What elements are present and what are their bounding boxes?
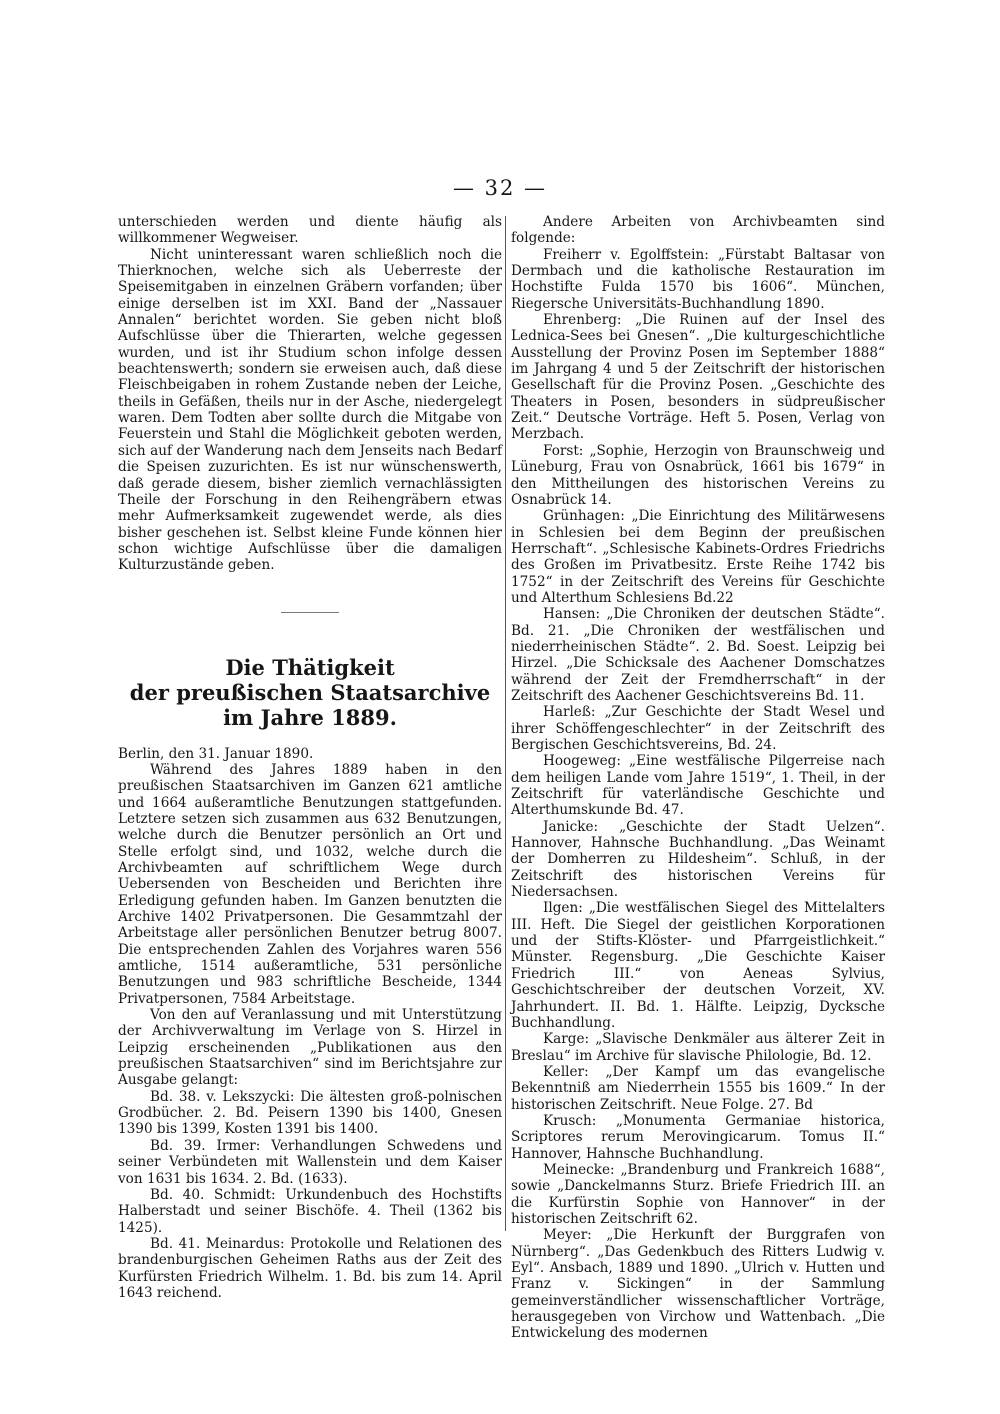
volume-39-entry: Bd. 39. Irmer: Verhandlungen Schwedens und seiner Verbündeten mit Wallenstein und dem Kaiser von 1631 bis 1634. 2. Bd. (1633). xyxy=(118,1137,502,1187)
entry-egloffstein: Freiherr v. Egolffstein: „Fürstabt Baltasar von Dermbach und die katholische Restauration im Hochstifte Fulda 1570 bis 1606“. München, Riegersche Universitäts-Buchhandlung 1890. xyxy=(511,246,885,312)
entry-meyer: Meyer: „Die Herkunft der Burggrafen von Nürnberg“. „Das Gedenkbuch des Ritters Ludwig v. Eyl“. Ansbach, 1889 und 1890. „Ulrich v. Hutten und Franz v. Sickingen“ in der Sammlung gemeinverständlicher wissenschaftlicher Vorträge, herausgegeben von Virchow und Wattenbach. „Die Entwickelung des modernen xyxy=(511,1227,885,1342)
entry-janicke: Janicke: „Geschichte der Stadt Uelzen“. Hannover, Hahnsche Buchhandlung. „Das Weinamt der Domherren zu Hildesheim“. Schluß, in der Zeitschrift des historischen Vereins für Niedersachsen. xyxy=(511,818,885,901)
volume-38-entry: Bd. 38. v. Lekszycki: Die ältesten groß-polnischen Grodbücher. 2. Bd. Peisern 1390 bis 1400, Gnesen 1390 bis 1399, Kosten 1391 bis 1400. xyxy=(118,1088,502,1138)
article-heading xyxy=(118,655,502,730)
heading-line-3: im Jahre 1889. xyxy=(223,704,397,730)
heading-line-2: der preußischen Staatsarchive xyxy=(129,679,491,705)
entry-harless: Harleß: „Zur Geschichte der Stadt Wesel und ihrer Schöffengeschlechter“ in der Zeitschrift des Bergischen Geschichtsvereins, Bd. 24. xyxy=(511,704,885,753)
page-number: — 32 — xyxy=(452,176,548,200)
entry-keller: Keller: „Der Kampf um das evangelische Bekenntniß am Niederrhein 1555 bis 1609.“ In der historischen Zeitschrift. Neue Folge. 27. Bd xyxy=(511,1063,885,1113)
section-divider xyxy=(281,612,339,613)
volume-41-entry: Bd. 41. Meinardus: Protokolle und Relationen des brandenburgischen Geheimen Raths aus der Zeit des Kurfürsten Friedrich Wilhelm. 1. Bd. bis zum 14. April 1643 reichend. xyxy=(118,1235,502,1301)
paragraph-wegweiser: unterschieden werden und diente häufig als willkommener Wegweiser. xyxy=(118,214,502,247)
column-rule xyxy=(505,216,506,1231)
paragraph-andere-arbeiten: Andere Arbeiten von Archivbeamten sind folgende: xyxy=(511,214,885,247)
entry-krusch: Krusch: „Monumenta Germaniae historica, Scriptores rerum Merovingicarum. Tomus II.“ Hannover, Hahnsche Buchhandlung. xyxy=(511,1112,885,1162)
entry-hoogeweg: Hoogeweg: „Eine westfälische Pilgerreise nach dem heiligen Lande vom Jahre 1519“, 1. Theil, in der Zeitschrift für vaterländische Geschichte und Alterthumskunde Bd. 47. xyxy=(511,753,885,819)
entry-forst: Forst: „Sophie, Herzogin von Braunschweig und Lüneburg, Frau von Osnabrück, 1661 bis 1679“ in den Mittheilungen des historischen Vereins zu Osnabrück 14. xyxy=(511,442,885,508)
paragraph-thierknochen: Nicht uninteressant waren schließlich noch die Thierknochen, welche sich als Ueberreste der Speisemitgaben in einzelnen Gräbern vorfanden; über einige derselben ist im XXI. Band der „Nassauer Annalen“ berichtet worden. Sie geben nicht bloß Aufschlüsse über die Thierarten, welche gegessen wurden, und ist ihr Studium schon infolge dessen beachtenswerth; sondern sie erweisen auch, daß diese Fleischbeigaben in rohem Zustande neben der Leiche, theils in Gefäßen, theils nur in der Asche, niedergelegt waren. Dem Todten aber sollte durch die Mitgabe von Feuerstein und Stahl die Möglichkeit geboten werden, sich auf der Wanderung nach dem Jenseits nach Bedarf die Speisen zuzurichten. Es ist nur wünschenswerth, daß gerade diesem, bisher ziemlich vernachlässigten Theile der Forschung in den Reihengräbern etwas mehr Aufmerksamkeit zugewendet werde, als dies bisher geschehen ist. Selbst kleine Funde können hier schon wichtige Aufschlüsse über die damaligen Kulturzustände geben. xyxy=(118,246,502,574)
entry-meinecke: Meinecke: „Brandenburg und Frankreich 1688“, sowie „Danckelmanns Sturz. Briefe Friedrich III. an die Kurfürstin Sophie von Hannover“ in der historischen Zeitschrift 62. xyxy=(511,1161,885,1227)
entry-hansen: Hansen: „Die Chroniken der deutschen Städte“. Bd. 21. „Die Chroniken der westfälischen und niederrheinischen Städte“. 2. Bd. Soest. Leipzig bei Hirzel. „Die Schicksale des Aachener Domschatzes während der Zeit der Fremdherrschaft“ in der Zeitschrift des Aachener Geschichtsvereins Bd. 11. xyxy=(511,606,885,704)
entry-ilgen: Ilgen: „Die westfälischen Siegel des Mittelalters III. Heft. Die Siegel der geistlichen Korporationen und der Stifts-Klöster- und Pfarrgeistlichkeit.“ Münster. Regensburg. „Die Geschichte Kaiser Friedrich III.“ von Aeneas Sylvius, Geschichtschreiber der deutschen Vorzeit, XV. Jahrhundert. II. Bd. 1. Hälfte. Leipzig, Dycksche Buchhandlung. xyxy=(511,900,885,1031)
paragraph-benutzungen: Während des Jahres 1889 haben in den preußischen Staatsarchiven im Ganzen 621 amtliche und 1664 außeramtliche Benutzungen stattgefunden. Letztere setzen sich zusammen aus 632 Benutzungen, welche durch die Benutzer persönlich an Ort und Stelle erfolgt sind, und 1032, welche durch die Archivbeamten auf schriftlichem Wege durch Uebersenden von Bescheiden und Berichten ihre Erledigung gefunden haben. Im Ganzen benutzten die Archive 1402 Privatpersonen. Die Gesammtzahl der Arbeitstage aller persönlichen Benutzer betrug 8007. Die entsprechenden Zahlen des Vorjahres waren 556 amtliche, 1514 außeramtliche, 531 persönliche Benutzungen und 983 schriftliche Bescheide, 1344 Privatpersonen, 7584 Arbeitstage. xyxy=(118,761,502,1007)
right-column xyxy=(511,214,885,1342)
volume-40-entry: Bd. 40. Schmidt: Urkundenbuch des Hochstifts Halberstadt und seiner Bischöfe. 4. Theil (1362 bis 1425). xyxy=(118,1186,502,1236)
entry-karge: Karge: „Slavische Denkmäler aus älterer Zeit in Breslau“ im Archive für slavische Philologie, Bd. 12. xyxy=(511,1031,885,1064)
heading-line-1: Die Thätigkeit xyxy=(225,654,395,680)
dateline: Berlin, den 31. Januar 1890. xyxy=(118,745,314,762)
entry-gruenhagen: Grünhagen: „Die Einrichtung des Militärwesens in Schlesien bei dem Beginn der preußischen Herrschaft“. „Schlesische Kabinets-Ordres Friedrichs des Großen im Privatbesitz. Erste Reihe 1742 bis 1752“ in der Zeitschrift des Vereins für Geschichte und Alterthum Schlesiens Bd.22 xyxy=(511,508,885,606)
entry-ehrenberg: Ehrenberg: „Die Ruinen auf der Insel des Lednica-Sees bei Gnesen“. „Die kulturgeschichtliche Ausstellung der Provinz Posen im September 1888“ im Jahrgang 4 und 5 der Zeitschrift der historischen Gesellschaft für die Provinz Posen. „Geschichte des Theaters in Posen, besonders in südpreußischer Zeit.“ Deutsche Vorträge. Heft 5. Posen, Verlag von Merzbach. xyxy=(511,312,885,443)
paragraph-publikationen: Von den auf Veranlassung und mit Unterstützung der Archivverwaltung im Verlage von S. Hirzel in Leipzig erscheinenden „Publikationen aus den preußischen Staatsarchiven“ sind im Berichtsjahre zur Ausgabe gelangt: xyxy=(118,1007,502,1089)
left-column xyxy=(118,214,502,1301)
